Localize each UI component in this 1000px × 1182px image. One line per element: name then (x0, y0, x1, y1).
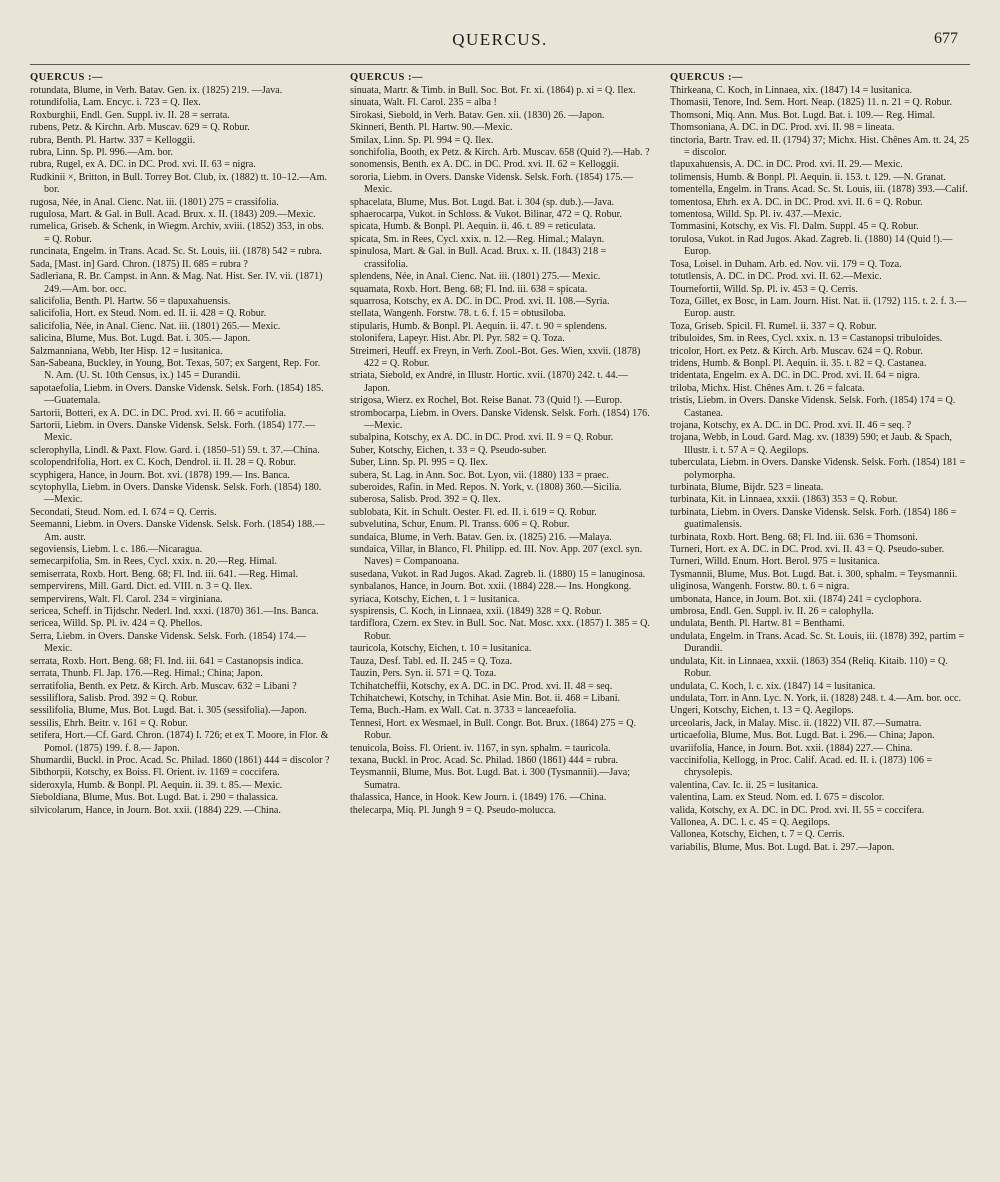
index-entry: Salzmanniana, Webb, Iter Hisp. 12 = lusitanica. (30, 345, 223, 357)
index-entry: tardiflora, Czern. ex Stev. in Bull. Soc. Nat. Mosc. xxx. (1857) I. 385 = Q. Robur. (350, 618, 650, 642)
index-entry: Suber, Kotschy, Eichen, t. 33 = Q. Pseudo-suber. (350, 444, 547, 456)
index-entry: tristis, Liebm. in Overs. Danske Vidensk. Selsk. Forh. (1854) 174 = Q. Castanea. (670, 395, 956, 419)
index-entry: Rudkinii ×, Britton, in Bull. Torrey Bot. Club, ix. (1882) tt. 10–12.—Am. bor. (30, 171, 327, 196)
index-entry: rotundata, Blume, in Verh. Batav. Gen. ix. (1825) 219. —Java. (30, 85, 283, 96)
index-entry: scytophylla, Liebm. in Overs. Danske Vidensk. Selsk. Forh. (1854) 180.—Mexic. (30, 482, 322, 506)
index-entry: Tema, Buch.-Ham. ex Wall. Cat. n. 3733 = lanceaefolia. (350, 705, 577, 717)
index-entry: Sibthorpii, Kotschy, ex Boiss. Fl. Orient. iv. 1169 = coccifera. (30, 767, 280, 779)
index-entry: Vallonea, Kotschy, Eichen, t. 7 = Q. Cerris. (670, 829, 845, 841)
index-entry: sessilis, Ehrh. Beitr. v. 161 = Q. Robur. (30, 717, 188, 729)
index-entry: sororia, Liebm. in Overs. Danske Vidensk. Selsk. Forh. (1854) 175.—Mexic. (350, 171, 633, 196)
index-entry: thelecarpa, Miq. Pl. Jungh 9 = Q. Pseudo-molucca. (350, 804, 556, 816)
index-entry: tricolor, Hort. ex Petz. & Kirch. Arb. Muscav. 624 = Q. Robur. (670, 345, 923, 357)
index-entry: undulata, Benth. Pl. Hartw. 81 = Benthami. (670, 618, 845, 630)
index-entry: Skinneri, Benth. Pl. Hartw. 90.—Mexic. (350, 122, 513, 134)
index-entry: Smilax, Linn. Sp. Pl. 994 = Q. Ilex. (350, 134, 494, 146)
index-entry: valentina, Lam. ex Steud. Nom. ed. I. 675 = discolor. (670, 792, 885, 804)
index-entry: trojana, Kotschy, ex A. DC. in DC. Prod. xvi. II. 46 = seq. ? (670, 419, 912, 431)
index-entry: rumelica, Griseb. & Schenk, in Wiegm. Archiv, xviii. (1852) 353, in obs. = Q. Robur. (30, 221, 324, 245)
column-heading: QUERCUS :— (670, 72, 743, 83)
index-entry: Seemanni, Liebm. in Overs. Danske Vidensk. Selsk. Forh. (1854) 188.—Am. austr. (30, 519, 325, 543)
index-entry: Sirokasi, Siebold, in Verh. Batav. Gen. xii. (1830) 26. —Japon. (350, 109, 605, 121)
index-entry: susedana, Vukot. in Rad Jugos. Akad. Zagreb. li. (1880) 15 = lanuginosa. (350, 568, 646, 580)
index-entry: tolimensis, Humb. & Bonpl. Pl. Aequin. ii. 153. t. 129. —N. Granat. (670, 171, 946, 183)
index-entry: Sadleriana, R. Br. Campst. in Ann. & Mag. Nat. Hist. Ser. IV. vii. (1871) 249.—Am. bor. occ. (30, 271, 323, 295)
column-middle (350, 72, 650, 1172)
index-entry: tridens, Humb. & Bonpl. Pl. Aequin. ii. 35. t. 82 = Q. Castanea. (670, 357, 927, 369)
index-entry: Tchihatchewi, Kotschy, in Tchihat. Asie Min. Bot. ii. 468 = Libani. (350, 692, 621, 704)
index-entry: trojana, Webb, in Loud. Gard. Mag. xv. (1839) 590; et Jaub. & Spach, Illustr. i. t. 57 A = Q. Aegilops. (670, 432, 953, 456)
index-entry: undulata, C. Koch, l. c. xix. (1847) 14 = lusitanica. (670, 680, 876, 692)
index-entry: sempervirens, Mill. Gard. Dict. ed. VIII. n. 3 = Q. Ilex. (30, 581, 253, 593)
index-entry: synbalanos, Hance, in Journ. Bot. xxii. (1884) 228.— Ins. Hongkong. (350, 581, 632, 593)
index-entry: tauricola, Kotschy, Eichen, t. 10 = lusitanica. (350, 643, 532, 655)
index-entry: silvicolarum, Hance, in Journ. Bot. xxii. (1884) 229. —China. (30, 804, 281, 816)
index-entry: undulata, Torr. in Ann. Lyc. N. York, ii. (1828) 248. t. 4.—Am. bor. occ. (670, 692, 961, 704)
index-entry: sundaica, Blume, in Verh. Batav. Gen. ix. (1825) 216. —Malaya. (350, 531, 612, 543)
index-entry: turbinata, Liebm. in Overs. Danske Vidensk. Selsk. Forh. (1854) 186 = guatimalensis. (670, 506, 957, 531)
index-entry: undulata, Kit. in Linnaea, xxxii. (1863) 354 (Reliq. Kitaib. 110) = Q. Robur. (670, 655, 948, 680)
index-entry: subvelutina, Schur, Enum. Pl. Transs. 606 = Q. Robur. (350, 519, 570, 531)
index-entry: tomentosa, Willd. Sp. Pl. iv. 437.—Mexic. (670, 209, 842, 221)
index-entry: semecarpifolia, Sm. in Rees, Cycl. xxix. n. 20.—Reg. Himal. (30, 556, 277, 568)
index-entry: sclerophylla, Lindl. & Paxt. Flow. Gard. i. (1850–51) 59. t. 37.—China. (30, 444, 320, 456)
index-columns (30, 72, 970, 1172)
index-entry: urceolaris, Jack, in Malay. Misc. ii. (1822) VII. 87.—Sumatra. (670, 717, 922, 729)
index-entry: San-Sabeana, Buckley, in Young, Bot. Texas, 507; ex Sargent, Rep. For. N. Am. (U. St. 10th Census, ix.) 145 = Durandii. (30, 357, 321, 382)
index-entry: spinulosa, Mart. & Gal. in Bull. Acad. Brux. x. II. (1843) 218 = crassifolia. (350, 246, 607, 270)
index-entry: sonchifolia, Booth, ex Petz. & Kirch. Arb. Muscav. 658 (Quid ?).—Hab. ? (350, 147, 650, 159)
index-entry: scolopendrifolia, Hort. ex C. Koch, Dendrol. ii. II. 28 = Q. Robur. (30, 457, 296, 469)
index-entry: valida, Kotschy, ex A. DC. in DC. Prod. xvi. II. 55 = coccifera. (670, 804, 925, 816)
index-entry: Tennesi, Hort. ex Wesmael, in Bull. Congr. Bot. Brux. (1864) 275 = Q. Robur. (350, 717, 637, 742)
index-entry: sphacelata, Blume, Mus. Bot. Lugd. Bat. i. 304 (sp. dub.).—Java. (350, 196, 615, 208)
index-entry: strigosa, Wierz. ex Rochel, Bot. Reise Banat. 73 (Quid !). —Europ. (350, 395, 623, 407)
index-entry: torulosa, Vukot. in Rad Jugos. Akad. Zagreb. li. (1880) 14 (Quid !).—Europ. (670, 233, 953, 258)
index-entry: spicata, Sm. in Rees, Cycl. xxix. n. 12.—Reg. Himal.; Malayn. (350, 233, 605, 245)
column-heading: QUERCUS :— (350, 72, 423, 83)
index-entry: strombocarpa, Liebm. in Overs. Danske Vidensk. Selsk. Forh. (1854) 176.—Mexic. (350, 407, 650, 431)
index-entry: turbinata, Kit. in Linnaea, xxxii. (1863) 353 = Q. Robur. (670, 494, 898, 506)
index-entry: striata, Siebold, ex André, in Illustr. Hortic. xvii. (1870) 242. t. 44.—Japon. (350, 370, 629, 394)
index-entry: subalpina, Kotschy, ex A. DC. in DC. Prod. xvi. II. 9 = Q. Robur. (350, 432, 614, 444)
running-title: QUERCUS. (452, 30, 548, 49)
index-entry: rugosa, Née, in Anal. Cienc. Nat. iii. (1801) 275 = crassifolia. (30, 196, 279, 208)
index-entry: Roxburghii, Endl. Gen. Suppl. iv. II. 28 = serrata. (30, 109, 230, 121)
index-entry: Tauzin, Pers. Syn. ii. 571 = Q. Toza. (350, 668, 497, 680)
index-entry: suberoides, Rafin. in Med. Repos. N. York, v. (1808) 360.—Sicilia. (350, 482, 622, 493)
index-entry: salicina, Blume, Mus. Bot. Lugd. Bat. i. 305.— Japon. (30, 333, 251, 345)
index-entry: serratifolia, Benth. ex Petz. & Kirch. Arb. Muscav. 632 = Libani ? (30, 680, 297, 692)
index-entry: sinuata, Walt. Fl. Carol. 235 = alba ! (350, 97, 497, 109)
index-entry: umbrosa, Endl. Gen. Suppl. iv. II. 26 = calophylla. (670, 606, 874, 618)
index-entry: Thomsoni, Miq. Ann. Mus. Bot. Lugd. Bat. i. 109.— Reg. Himal. (670, 109, 935, 121)
index-entry: stolonifera, Lapeyr. Hist. Abr. Pl. Pyr. 582 = Q. Toza. (350, 333, 565, 345)
index-entry: rugulosa, Mart. & Gal. in Bull. Acad. Brux. x. II. (1843) 209.—Mexic. (30, 209, 316, 221)
index-entry: uliginosa, Wangenh. Forstw. 80. t. 6 = nigra. (670, 581, 850, 593)
index-entry: Sieboldiana, Blume, Mus. Bot. Lugd. Bat. i. 290 = thalassica. (30, 792, 279, 804)
index-entry: Secondati, Steud. Nom. ed. I. 674 = Q. Cerris. (30, 506, 217, 518)
index-entry: Tommasini, Kotschy, ex Vis. Fl. Dalm. Suppl. 45 = Q. Robur. (670, 221, 919, 233)
index-entry: umbonata, Hance, in Journ. Bot. xii. (1874) 241 = cyclophora. (670, 593, 922, 605)
index-entry: Thomsoniana, A. DC. in DC. Prod. xvi. II. 98 = lineata. (670, 122, 895, 134)
index-entry: Ungeri, Kotschy, Eichen, t. 13 = Q. Aegilops. (670, 705, 854, 717)
index-entry: sundaica, Villar, in Blanco, Fl. Philipp. ed. III. Nov. App. 207 (excl. syn. Naves) = Companoana. (350, 544, 643, 568)
index-entry: rubra, Rugel, ex A. DC. in DC. Prod. xvi. II. 63 = nigra. (30, 159, 256, 171)
index-entry: salicifolia, Hort. ex Steud. Nom. ed. II. ii. 428 = Q. Robur. (30, 308, 267, 320)
index-entry: tenuicola, Boiss. Fl. Orient. iv. 1167, in syn. sphalm. = tauricola. (350, 742, 611, 754)
index-entry: turbinata, Blume, Bijdr. 523 = lineata. (670, 482, 824, 493)
index-entry: sinuata, Martr. & Timb. in Bull. Soc. Bot. Fr. xi. (1864) p. xi = Q. Ilex. (350, 85, 636, 96)
index-entry: sessilifolia, Blume, Mus. Bot. Lugd. Bat. i. 305 (sessifolia).—Japon. (30, 705, 307, 717)
index-entry: Thomasii, Tenore, Ind. Sem. Hort. Neap. (1825) 11. n. 21 = Q. Robur. (670, 97, 952, 109)
page-number: 677 (934, 30, 958, 47)
index-entry: tridentata, Engelm. ex A. DC. in DC. Prod. xvi. II. 64 = nigra. (670, 370, 920, 382)
index-entry: sublobata, Kit. in Schult. Oester. Fl. ed. II. i. 619 = Q. Robur. (350, 506, 597, 518)
index-entry: salicifolia, Benth. Pl. Hartw. 56 = tlapuxahuensis. (30, 295, 231, 307)
index-entry: rotundifolia, Lam. Encyc. i. 723 = Q. Ilex. (30, 97, 201, 109)
index-entry: uvariifolia, Hance, in Journ. Bot. xxii. (1884) 227.— China. (670, 742, 913, 754)
index-entry: Sartorii, Botteri, ex A. DC. in DC. Prod. xvi. II. 66 = acutifolia. (30, 407, 287, 419)
index-entry: rubens, Petz. & Kirchn. Arb. Muscav. 629 = Q. Robur. (30, 122, 250, 134)
index-entry: sonomensis, Benth. ex A. DC. in DC. Prod. xvi. II. 62 = Kelloggii. (350, 159, 619, 171)
index-entry: serrata, Thunb. Fl. Jap. 176.—Reg. Himal.; China; Japon. (30, 668, 263, 680)
index-entry: Sada, [Mast. in] Gard. Chron. (1875) II. 685 = rubra ? (30, 258, 248, 270)
entry-list (30, 85, 330, 817)
index-entry: texana, Buckl. in Proc. Acad. Sc. Philad. 1860 (1861) 444 = rubra. (350, 754, 619, 766)
index-entry: tinctoria, Bartr. Trav. ed. II. (1794) 37; Michx. Hist. Chênes Am. tt. 24, 25 = discolor. (670, 134, 970, 159)
index-entry: tomentella, Engelm. in Trans. Acad. Sc. St. Louis, iii. (1878) 393.—Calif. (670, 184, 968, 196)
index-entry: Tauza, Desf. Tabl. ed. II. 245 = Q. Toza. (350, 655, 513, 667)
index-entry: tribuloides, Sm. in Rees, Cycl. xxix. n. 13 = Castanopsi tribuloides. (670, 333, 943, 345)
index-entry: undulata, Engelm. in Trans. Acad. Sc. St. Louis, iii. (1878) 392, partim = Durandii. (670, 630, 965, 655)
index-entry: scyphigera, Hance, in Journ. Bot. xvi. (1878) 199.— Ins. Banca. (30, 469, 290, 481)
index-entry: Sartorii, Liebm. in Overs. Danske Vidensk. Selsk. Forh. (1854) 177.—Mexic. (30, 419, 316, 444)
index-entry: Serra, Liebm. in Overs. Danske Vidensk. Selsk. Forh. (1854) 174.—Mexic. (30, 630, 307, 655)
index-entry: sessiliflora, Salisb. Prod. 392 = Q. Robur. (30, 692, 199, 704)
index-entry: splendens, Née, in Anal. Cienc. Nat. iii. (1801) 275.— Mexic. (350, 271, 601, 283)
index-entry: totutlensis, A. DC. in DC. Prod. xvi. II. 62.—Mexic. (670, 271, 882, 283)
index-entry: subera, St. Lag. in Ann. Soc. Bot. Lyon, vii. (1880) 133 = praec. (350, 469, 609, 481)
index-entry: thalassica, Hance, in Hook. Kew Journ. i. (1849) 176. —China. (350, 792, 607, 804)
index-entry: Vallonea, A. DC. l. c. 45 = Q. Aegilops. (670, 816, 831, 828)
index-entry: syriaca, Kotschy, Eichen, t. 1 = lusitanica. (350, 593, 520, 605)
column-left (30, 72, 330, 1172)
index-entry: salicifolia, Née, in Anal. Cienc. Nat. iii. (1801) 265.— Mexic. (30, 320, 281, 332)
index-entry: segoviensis, Liebm. l. c. 186.—Nicaragua. (30, 544, 203, 556)
index-entry: sphaerocarpa, Vukot. in Schloss. & Vukot. Bilinar, 472 = Q. Robur. (350, 209, 623, 221)
index-entry: sapotaefolia, Liebm. in Overs. Danske Vidensk. Selsk. Forh. (1854) 185.—Guatemala. (30, 382, 324, 407)
index-entry: Turneri, Hort. ex A. DC. in DC. Prod. xvi. II. 43 = Q. Pseudo-suber. (670, 544, 945, 556)
index-entry: Tchihatcheffii, Kotschy, ex A. DC. in DC. Prod. xvi. II. 48 = seq. (350, 680, 613, 692)
index-entry: squamata, Roxb. Hort. Beng. 68; Fl. Ind. iii. 638 = spicata. (350, 283, 588, 295)
index-entry: Toza, Gillet, ex Bosc, in Lam. Journ. Hist. Nat. ii. (1792) 115. t. 2. f. 3.—Europ. austr. (670, 295, 967, 320)
index-entry: sericea, Willd. Sp. Pl. iv. 424 = Q. Phellos. (30, 618, 203, 630)
index-entry: Turneri, Willd. Enum. Hort. Berol. 975 = lusitanica. (670, 556, 880, 568)
index-entry: triloba, Michx. Hist. Chênes Am. t. 26 = falcata. (670, 382, 865, 394)
index-entry: stellata, Wangenh. Forstw. 78. t. 6. f. 15 = obtusiloba. (350, 308, 566, 320)
index-entry: sempervirens, Walt. Fl. Carol. 234 = virginiana. (30, 593, 223, 605)
index-entry: urticaefolia, Blume, Mus. Bot. Lugd. Bat. i. 296.— China; Japon. (670, 730, 935, 742)
index-entry: Tysmannii, Blume, Mus. Bot. Lugd. Bat. i. 300, sphalm. = Teysmannii. (670, 568, 958, 580)
entry-list (350, 85, 650, 817)
index-entry: syspirensis, C. Koch, in Linnaea, xxii. (1849) 328 = Q. Robur. (350, 606, 602, 618)
index-entry: setifera, Hort.—Cf. Gard. Chron. (1874) I. 726; et ex T. Moore, in Flor. & Pomol. (1875) 199. f. 8.— Japon. (30, 730, 329, 754)
index-entry: valentina, Cav. Ic. ii. 25 = lusitanica. (670, 779, 819, 791)
header-rule (30, 64, 970, 65)
index-entry: rubra, Benth. Pl. Hartw. 337 = Kelloggii. (30, 134, 196, 146)
index-entry: serrata, Roxb. Hort. Beng. 68; Fl. Ind. iii. 641 = Castanopsis indica. (30, 655, 304, 667)
index-entry: Suber, Linn. Sp. Pl. 995 = Q. Ilex. (350, 457, 488, 469)
index-entry: rubra, Linn. Sp. Pl. 996.—Am. bor. (30, 147, 173, 159)
index-entry: stipularis, Humb. & Bonpl. Pl. Aequin. ii. 47. t. 90 = splendens. (350, 320, 607, 332)
index-entry: runcinata, Engelm. in Trans. Acad. Sc. St. Louis, iii. (1878) 542 = rubra. (30, 246, 322, 258)
index-entry: Tournefortii, Willd. Sp. Pl. iv. 453 = Q. Cerris. (670, 283, 858, 295)
index-entry: sericea, Scheff. in Tijdschr. Nederl. Ind. xxxi. (1870) 361.—Ins. Banca. (30, 606, 319, 618)
index-entry: tomentosa, Ehrh. ex A. DC. in DC. Prod. xvi. II. 6 = Q. Robur. (670, 196, 923, 208)
index-entry: vaccinifolia, Kellogg, in Proc. Calif. Acad. ed. II. i. (1873) 106 = chrysolepis. (670, 754, 933, 779)
index-entry: suberosa, Salisb. Prod. 392 = Q. Ilex. (350, 494, 501, 506)
index-entry: Tosa, Loisel. in Duham. Arb. ed. Nov. vii. 179 = Q. Toza. (670, 258, 902, 270)
entry-list (670, 85, 970, 854)
index-entry: Thirkeana, C. Koch, in Linnaea, xix. (1847) 14 = lusitanica. (670, 85, 912, 96)
index-entry: semiserrata, Roxb. Hort. Beng. 68; Fl. Ind. iii. 641. —Reg. Himal. (30, 568, 299, 580)
index-entry: turbinata, Roxb. Hort. Beng. 68; Fl. Ind. iii. 636 = Thomsoni. (670, 531, 918, 543)
index-entry: Teysmannii, Blume, Mus. Bot. Lugd. Bat. i. 300 (Tysmannii).—Java; Sumatra. (350, 767, 631, 791)
column-heading: QUERCUS :— (30, 72, 103, 83)
index-entry: Streimeri, Heuff. ex Freyn, in Verh. Zool.-Bot. Ges. Wien, xxvii. (1878) 422 = Q. Robur. (350, 345, 641, 369)
index-entry: sideroxyla, Humb. & Bonpl. Pl. Aequin. ii. 39. t. 85.— Mexic. (30, 779, 283, 791)
index-entry: tuberculata, Liebm. in Overs. Danske Vidensk. Selsk. Forh. (1854) 181 = polymorpha. (670, 457, 966, 481)
index-entry: spicata, Humb. & Bonpl. Pl. Aequin. ii. 46. t. 89 = reticulata. (350, 221, 596, 233)
index-entry: Shumardii, Buckl. in Proc. Acad. Sc. Philad. 1860 (1861) 444 = discolor ? (30, 754, 330, 766)
index-entry: Toza, Griseb. Spicil. Fl. Rumel. ii. 337 = Q. Robur. (670, 320, 877, 332)
index-entry: squarrosa, Kotschy, ex A. DC. in DC. Prod. xvi. II. 108.—Syria. (350, 295, 610, 307)
column-right (670, 72, 970, 1172)
index-entry: tlapuxahuensis, A. DC. in DC. Prod. xvi. II. 29.— Mexic. (670, 159, 903, 171)
index-entry: variabilis, Blume, Mus. Bot. Lugd. Bat. i. 297.—Japon. (670, 841, 895, 853)
